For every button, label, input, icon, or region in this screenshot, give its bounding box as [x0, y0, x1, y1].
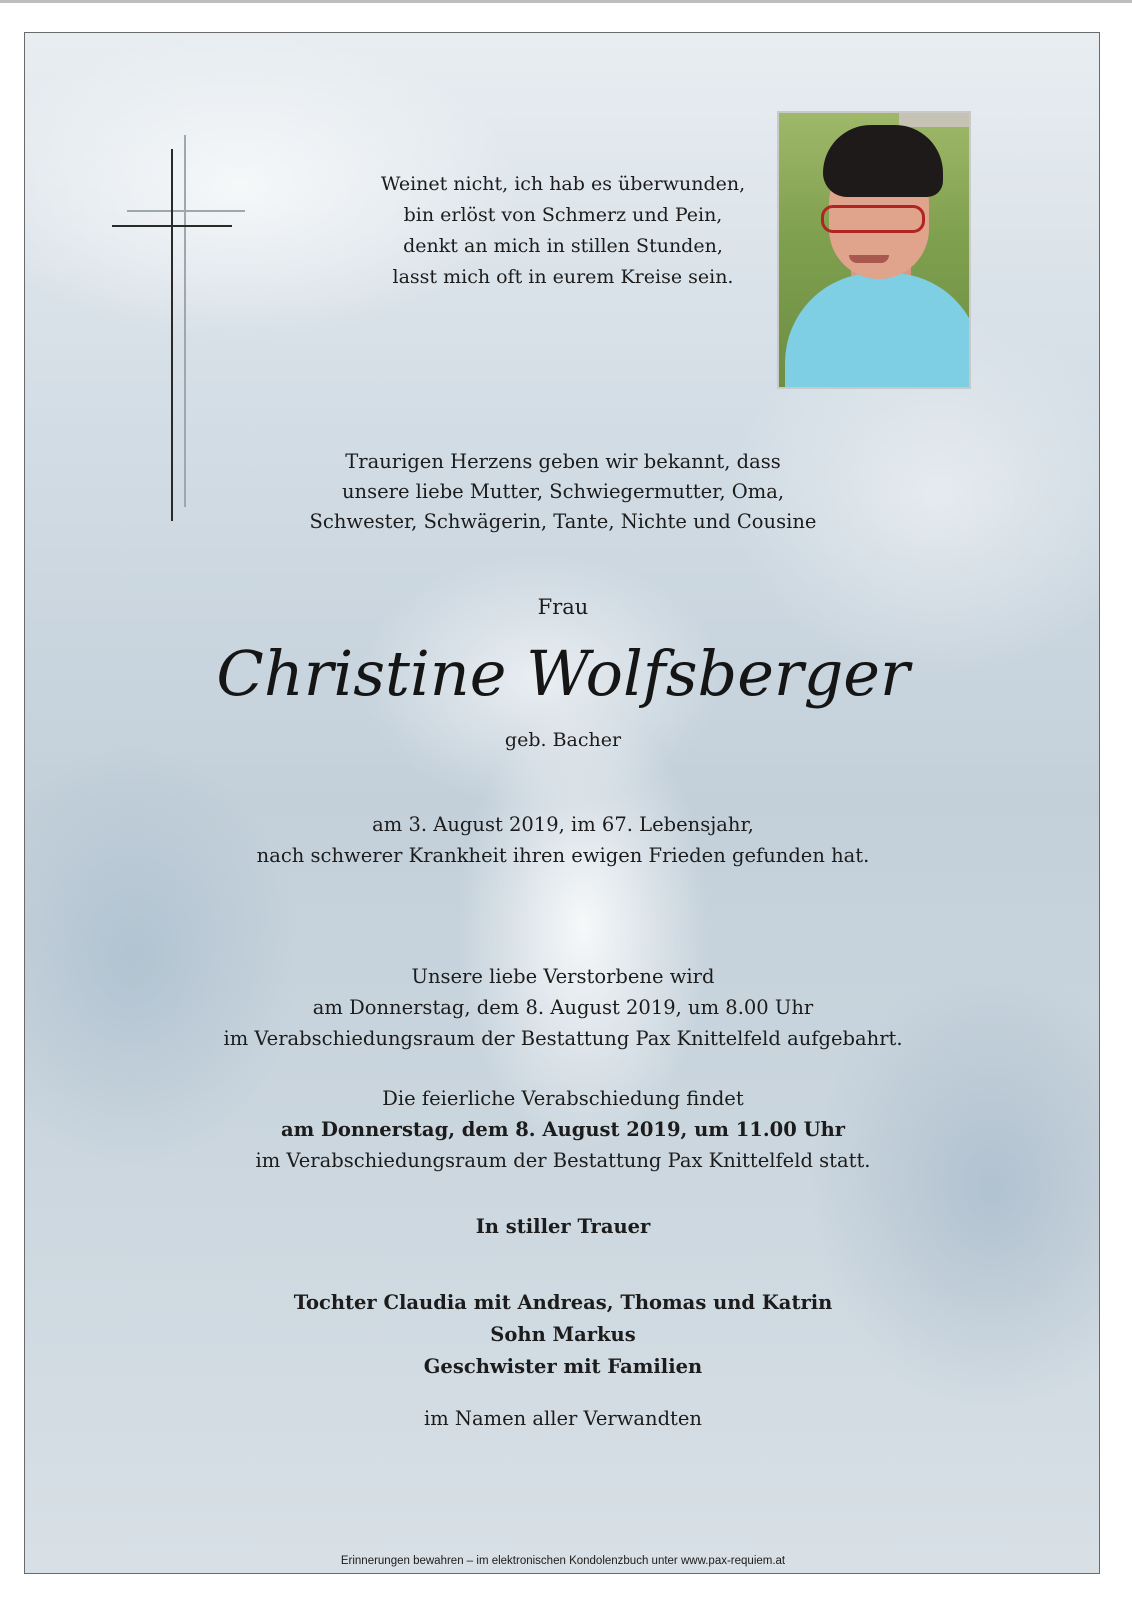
- announcement-line: Traurigen Herzens geben wir bekannt, dass: [345, 450, 781, 473]
- family-list: [25, 1287, 1101, 1383]
- poem-line: bin erlöst von Schmerz und Pein,: [403, 204, 723, 226]
- photo-path: [899, 113, 971, 127]
- poem-line: lasst mich oft in eurem Kreise sein.: [392, 266, 734, 288]
- scan-edge: [0, 0, 1132, 3]
- viewing-line: Unsere liebe Verstorbene wird: [411, 965, 715, 988]
- poem-line: denkt an mich in stillen Stunden,: [403, 235, 723, 257]
- family-member: Geschwister mit Familien: [423, 1355, 703, 1378]
- death-notice-line: nach schwerer Krankheit ihren ewigen Frieden gefunden hat.: [256, 844, 870, 867]
- salutation: Frau: [537, 595, 589, 619]
- death-notice-line: am 3. August 2019, im 67. Lebensjahr,: [372, 813, 754, 836]
- deceased-name: Christine Wolfsberger: [216, 637, 910, 710]
- footer-condolence-link: Erinnerungen bewahren – im elektronischen Kondolenzbuch unter www.pax-requiem.at: [340, 1555, 786, 1567]
- poem: [25, 169, 1101, 293]
- viewing-line: im Verabschiedungsraum der Bestattung Pax Knittelfeld aufgebahrt.: [223, 1027, 903, 1050]
- death-notice: [25, 809, 1101, 871]
- family-member: Tochter Claudia mit Andreas, Thomas und Katrin: [293, 1291, 833, 1314]
- family-member: Sohn Markus: [490, 1323, 636, 1346]
- poem-line: Weinet nicht, ich hab es überwunden,: [380, 173, 746, 195]
- ceremony-info: [25, 1083, 1101, 1176]
- viewing-line: am Donnerstag, dem 8. August 2019, um 8.00 Uhr: [312, 996, 814, 1019]
- obituary-card: [24, 32, 1100, 1574]
- announcement-line: Schwester, Schwägerin, Tante, Nichte und Cousine: [309, 510, 817, 533]
- relatives-note: im Namen aller Verwandten: [423, 1407, 702, 1430]
- announcement: [25, 447, 1101, 537]
- mourning-heading: In stiller Trauer: [475, 1215, 651, 1238]
- ceremony-datetime: am Donnerstag, dem 8. August 2019, um 11.00 Uhr: [280, 1118, 846, 1141]
- birth-name: geb. Bacher: [504, 729, 622, 751]
- announcement-line: unsere liebe Mutter, Schwiegermutter, Oma,: [341, 480, 785, 503]
- ceremony-line: Die feierliche Verabschiedung findet: [382, 1087, 744, 1110]
- viewing-info: [25, 961, 1101, 1054]
- ceremony-line: im Verabschiedungsraum der Bestattung Pax Knittelfeld statt.: [255, 1149, 871, 1172]
